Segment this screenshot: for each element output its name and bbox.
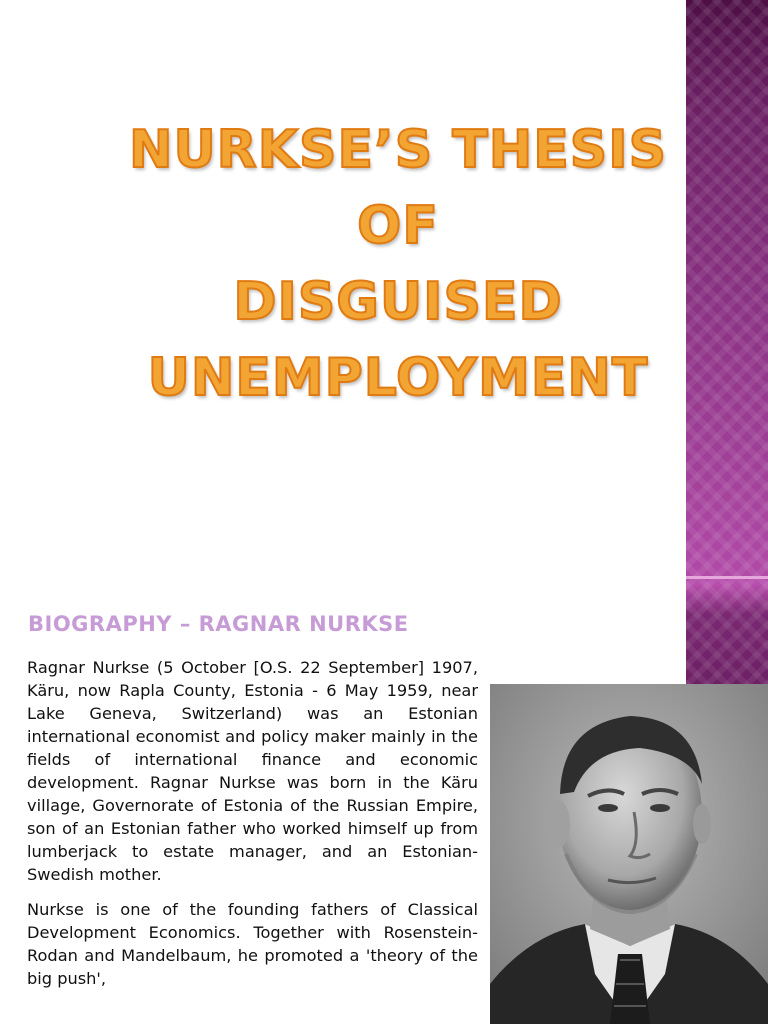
biography-paragraph-1: Ragnar Nurkse (5 October [O.S. 22 September] 1907, Käru, now Rapla County, Estonia - 6 May 1959, near Lake Geneva, Switzerland) was an Estonian international economist and policy maker mainly in the fields of international finance and economic development. Ragnar Nurkse was born in the Käru village, Governorate of Estonia of the Russian Empire, son of an Estonian father who worked himself up from lumberjack to estate manager, and an Estonian-Swedish mother. — [27, 658, 478, 884]
band-divider — [686, 576, 768, 579]
biography-text — [27, 656, 478, 1002]
portrait-photo — [490, 684, 768, 1024]
biography-heading: BIOGRAPHY – RAGNAR NURKSE — [28, 612, 409, 636]
title-line-1: NURKSE’S THESIS OF — [128, 120, 668, 256]
portrait-illustration — [490, 684, 768, 1024]
title-line-3: UNEMPLOYMENT — [147, 348, 649, 408]
title-line-2: DISGUISED — [233, 272, 563, 332]
slide-title — [88, 112, 708, 416]
biography-paragraph-2: Nurkse is one of the founding fathers of Classical Development Economics. Together with Rosenstein-Rodan and Mandelbaum, he promoted a 'theory of the big push', — [27, 900, 478, 988]
